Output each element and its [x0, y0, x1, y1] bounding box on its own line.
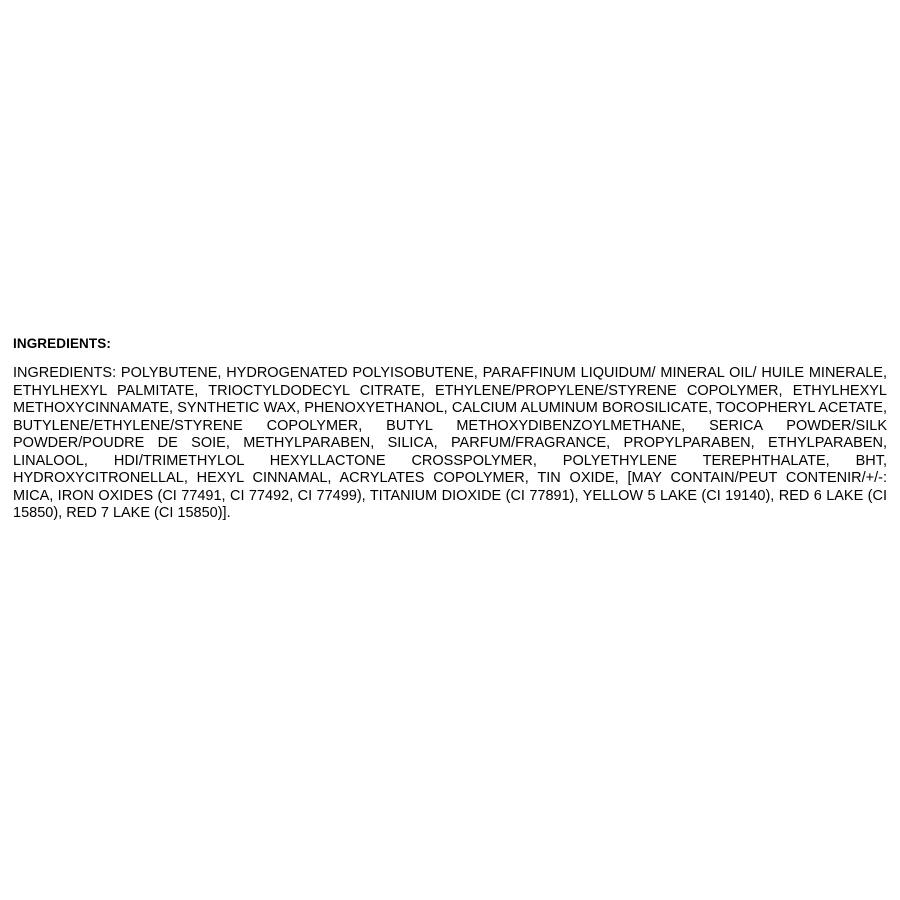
ingredients-heading: INGREDIENTS: [13, 336, 111, 351]
ingredients-panel [13, 335, 887, 523]
ingredients-list: INGREDIENTS: POLYBUTENE, HYDROGENATED POLYISOBUTENE, PARAFFINUM LIQUIDUM/ MINERAL OIL/ HUILE MINERALE, ETHYLHEXYL PALMITATE, TRIOCTYLDODECYL CITRATE, ETHYLENE/PROPYLENE/STYRENE COPOLYMER, ETHYLHEXYL METHOXYCINNAMATE, SYNTHETIC WAX, PHENOXYETHANOL, CALCIUM ALUMINUM BOROSILICATE, TOCOPHERYL ACETATE, BUTYLENE/ETHYLENE/STYRENE COPOLYMER, BUTYL METHOXYDIBENZOYLMETHANE, SERICA POWDER/SILK POWDER/POUDRE DE SOIE, METHYLPARABEN, SILICA, PARFUM/FRAGRANCE, PROPYLPARABEN, ETHYLPARABEN, LINALOOL, HDI/TRIMETHYLOL HEXYLLACTONE CROSSPOLYMER, POLYETHYLENE TEREPHTHALATE, BHT, HYDROXYCITRONELLAL, HEXYL CINNAMAL, ACRYLATES COPOLYMER, TIN OXIDE, [MAY CONTAIN/PEUT CONTENIR/+/-: MICA, IRON OXIDES (CI 77491, CI 77492, CI 77499), TITANIUM DIOXIDE (CI 77891), YELLOW 5 LAKE (CI 19140), RED 6 LAKE (CI 15850), RED 7 LAKE (CI 15850)]. [13, 365, 887, 521]
